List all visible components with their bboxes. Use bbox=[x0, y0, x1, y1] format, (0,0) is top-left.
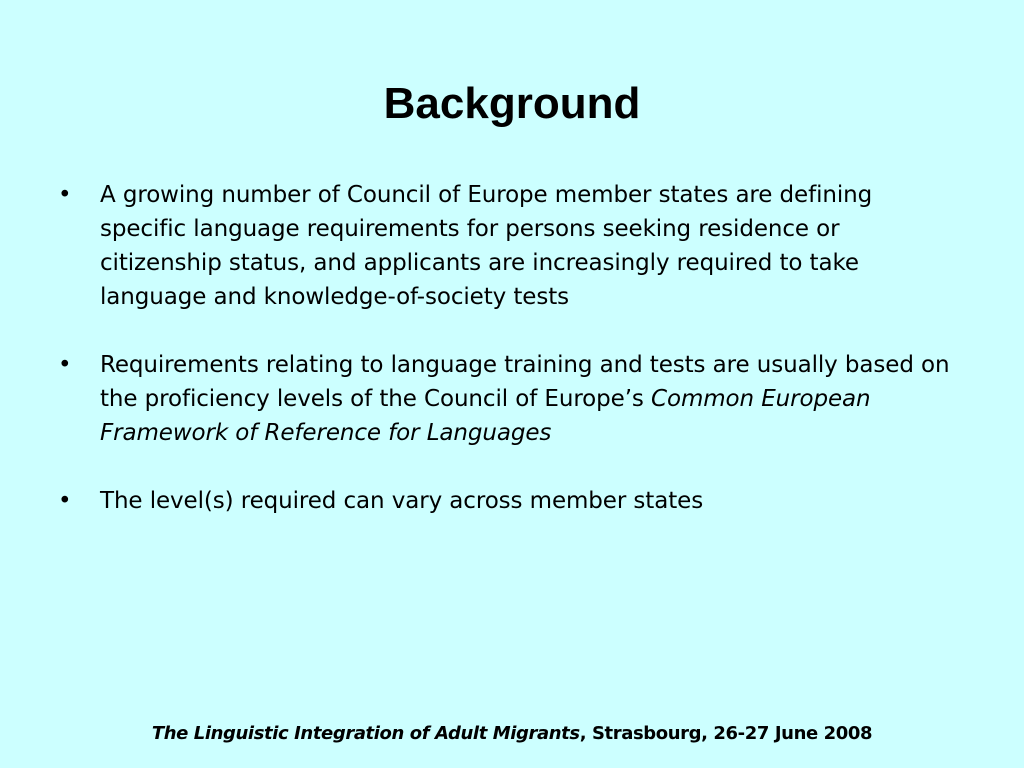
slide-title: Background bbox=[383, 79, 641, 128]
bullet-text: A growing number of Council of Europe member states are defining specific language requirements for persons seeking residence or citizenship status, and applicants are increasingly required to take language and knowledge-of-society tests bbox=[100, 182, 873, 310]
bullet-item-2 bbox=[56, 348, 956, 450]
bullet-item-1 bbox=[56, 178, 956, 314]
footer-event-title: The Linguistic Integration of Adult Migrants bbox=[151, 723, 580, 744]
bullet-text-italic: Common European Framework of Reference for Languages bbox=[100, 386, 871, 446]
footer-location-date: , Strasbourg, 26-27 June 2008 bbox=[579, 723, 873, 744]
bullet-item-3 bbox=[56, 484, 956, 518]
slide-footer bbox=[0, 721, 1024, 747]
bullet-icon: • bbox=[58, 182, 72, 208]
bullet-icon: • bbox=[58, 488, 72, 514]
bullet-icon: • bbox=[58, 352, 72, 378]
bullet-list bbox=[56, 178, 956, 552]
bullet-text: Requirements relating to language training and tests are usually based on the proficiency levels of the Council of Europe’s bbox=[100, 352, 950, 412]
bullet-text: The level(s) required can vary across member states bbox=[100, 488, 704, 514]
